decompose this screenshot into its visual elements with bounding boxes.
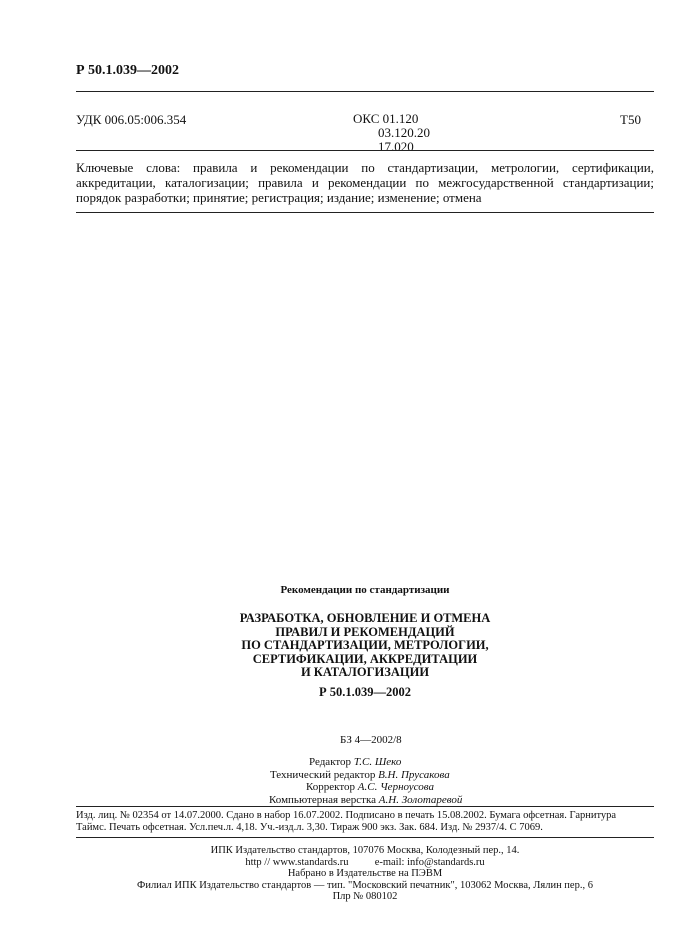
document-title (76, 612, 654, 680)
publisher-line: http // www.standards.ru e-mail: info@standards.ru (245, 856, 485, 868)
recommendations-heading: Рекомендации по стандартизации (280, 584, 450, 596)
udk-code: УДК 006.05:006.354 (76, 112, 187, 127)
title-doc-number: Р 50.1.039—2002 (318, 685, 411, 699)
credit-proofreader: Корректор А.С. Черноусова (306, 781, 434, 793)
print-info (76, 810, 616, 834)
publisher-line: ИПК Издательство стандартов, 107076 Москва, Колодезный пер., 14. (210, 845, 520, 856)
bz-number: БЗ 4—2002/8 (340, 734, 402, 746)
print-line: Изд. лиц. № 02354 от 14.07.2000. Сдано в набор 16.07.2002. Подписано в печать 15.08.2002. Бумага офсетная. Гарнитура (76, 810, 617, 821)
oks-code-1: 01.120 (382, 111, 419, 126)
credits-block (255, 756, 462, 806)
divider-print-top (76, 806, 654, 807)
divider-keywords-top (76, 150, 654, 151)
divider-top (76, 91, 654, 92)
title-line: СЕРТИФИКАЦИИ, АККРЕДИТАЦИИ (252, 651, 478, 666)
document-number: Р 50.1.039—2002 (76, 63, 180, 78)
keywords-text: Ключевые слова: правила и рекомендации по стандартизации, метрологии, сертификации, аккредитации, каталогизации; правила и рекомендации по межгосударственной стандартизации; порядок разработки; принятие; регистрация; издание; изменение; отмена (76, 160, 654, 205)
divider-keywords-bottom (76, 212, 654, 213)
credit-editor: Редактор Т.С. Шеко (309, 756, 402, 768)
print-line: Таймс. Печать офсетная. Усл.печ.л. 4,18. Уч.-изд.л. 3,30. Тираж 900 экз. Зак. 684. Изд. № 2937/4. С 7069. (76, 822, 543, 833)
title-line: РАЗРАБОТКА, ОБНОВЛЕНИЕ И ОТМЕНА (239, 611, 491, 625)
title-line: ПО СТАНДАРТИЗАЦИИ, МЕТРОЛОГИИ, (241, 638, 489, 652)
publisher-info (76, 845, 654, 903)
title-line: ПРАВИЛ И РЕКОМЕНДАЦИЙ (275, 624, 455, 639)
group-code: Т50 (620, 112, 641, 127)
credit-layout: Компьютерная верстка А.Н. Золотаревой (269, 793, 463, 806)
oks-label: ОКС (353, 111, 380, 126)
publisher-line: Плр № 080102 (332, 891, 398, 902)
publisher-line: Филиал ИПК Издательство стандартов — тип. "Московский печатник", 103062 Москва, Лялин пер., 6 (137, 879, 593, 891)
oks-code-3: 17.020 (378, 139, 414, 154)
credit-tech-editor: Технический редактор В.Н. Прусакова (270, 768, 450, 781)
title-line: И КАТАЛОГИЗАЦИИ (300, 665, 430, 679)
oks-code-2: 03.120.20 (378, 125, 430, 140)
divider-print-bottom (76, 837, 654, 838)
publisher-line: Набрано в Издательстве на ПЭВМ (287, 868, 443, 879)
oks-codes (353, 112, 430, 154)
